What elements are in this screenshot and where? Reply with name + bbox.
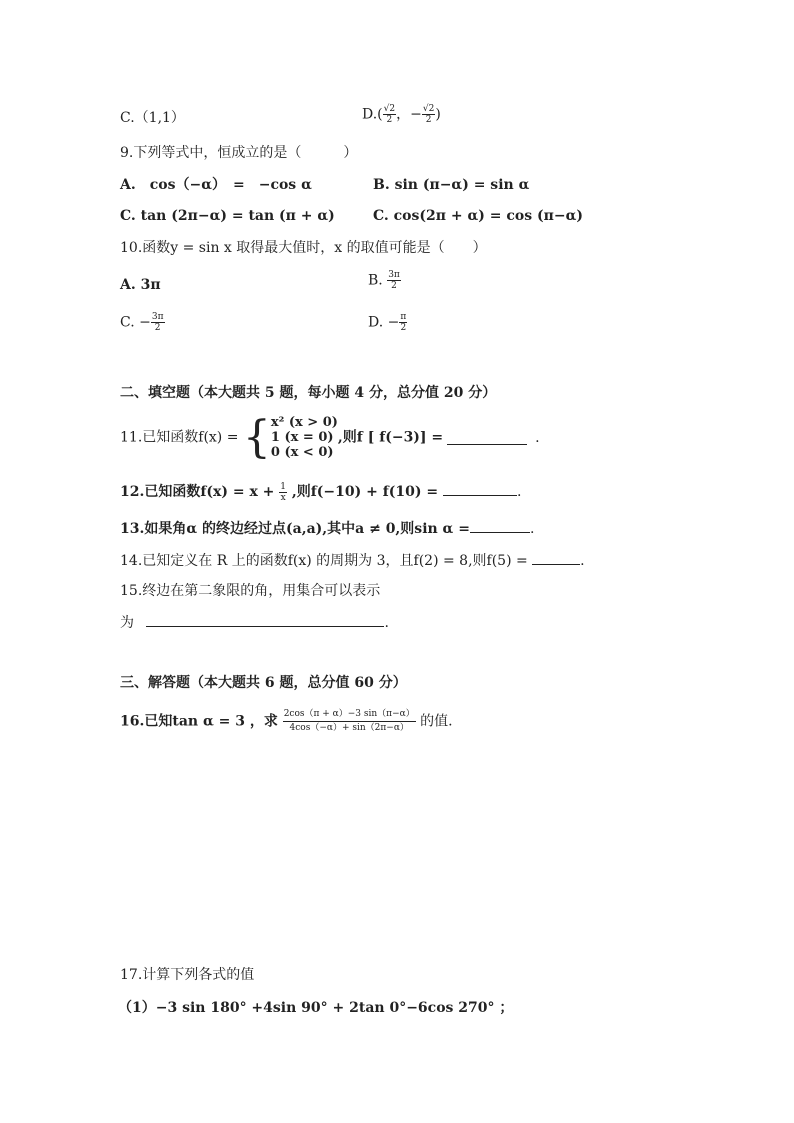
q14-answer-blank[interactable] — [532, 550, 580, 565]
q11-piecewise: x² (x > 0) 1 (x = 0) 0 (x < 0) — [270, 415, 338, 460]
q10-option-b-prefix: B. — [368, 272, 388, 289]
q14-end: . — [580, 553, 585, 569]
q10-option-c — [120, 312, 165, 333]
q13-answer-blank[interactable] — [470, 518, 530, 533]
q8-option-d-mid: ，− — [396, 106, 422, 123]
q9-option-a: A. cos（−α） = −cos α — [120, 177, 312, 193]
q14 — [120, 550, 585, 571]
q8-option-d-frac1: $\frac{√2}{2}$ — [383, 104, 396, 125]
q9-option-d: C. cos(2π + α) = cos (π−α) — [373, 208, 583, 224]
q15-line2 — [120, 612, 389, 633]
q10-option-a: A. 3π — [120, 277, 161, 293]
q8-option-d-suffix: ) — [435, 106, 441, 123]
q9-option-c: C. tan (2π−α) = tan (π + α) — [120, 208, 335, 224]
q11-end: . — [535, 429, 540, 446]
q12-end: . — [516, 484, 522, 500]
q13-text: 13.如果角α 的终边经过点(a,a),其中a ≠ 0,则sin α = — [120, 521, 470, 537]
q10-option-b — [368, 270, 401, 291]
q16-suffix: 的值. — [415, 713, 453, 730]
q15-answer-blank[interactable] — [146, 612, 384, 627]
q12 — [120, 481, 521, 503]
q10-option-c-frac: $\frac{3\pi}{2}$ — [151, 312, 164, 333]
q8-option-d-prefix: D.( — [362, 106, 383, 123]
q10-option-b-frac: $\frac{3\pi}{2}$ — [388, 270, 400, 291]
q15-line1: 15.终边在第二象限的角，用集合可以表示 — [120, 583, 381, 599]
q8-option-c: C.（1,1） — [120, 110, 185, 126]
q8-option-d — [362, 104, 441, 125]
q11 — [120, 411, 540, 463]
q11-answer-blank[interactable] — [447, 430, 527, 445]
q10-option-d-frac: $\frac{\pi}{2}$ — [400, 312, 407, 333]
q10-option-d-prefix: D. − — [368, 314, 400, 331]
q16 — [120, 708, 453, 735]
q11-suffix: ,则f [ f(−3)] = — [337, 429, 444, 446]
q8-option-d-frac2: $\frac{√2}{2}$ — [422, 104, 435, 125]
q12-suffix: ,则f(−10) + f(10) = — [287, 484, 443, 500]
q17-part1: （1）−3 sin 180° +4sin 90° + 2tan 0°−6cos 270° ； — [118, 1000, 514, 1016]
q12-prefix: 12.已知函数f(x) = x + — [120, 484, 280, 500]
section3-title: 三、解答题（本大题共 6 题，总分值 60 分） — [120, 675, 407, 691]
q16-frac: $\frac{2\cos(\pi + \alpha)-3 \sin(\pi-\alpha)}{4\cos(-\alpha)+ \sin(2\pi-\alpha)}$ — [283, 709, 415, 733]
q10-stem: 10.函数y = sin x 取得最大值时，x 的取值可能是（ ） — [120, 240, 487, 256]
q11-brace-icon: { — [242, 411, 271, 463]
q14-text: 14.已知定义在 R 上的函数f(x) 的周期为 3，且f(2) = 8,则f(5) = — [120, 553, 533, 569]
q15-end: . — [384, 615, 389, 631]
q9-stem: 9.下列等式中，恒成立的是（ ） — [120, 145, 358, 161]
q11-prefix: 11.已知函数f(x) = — [120, 429, 243, 446]
q17-stem: 17.计算下列各式的值 — [120, 967, 255, 983]
q12-frac: $\frac{1}{x}$ — [280, 481, 287, 503]
q13-end: . — [529, 521, 535, 537]
q10-option-d — [368, 312, 407, 333]
q12-answer-blank[interactable] — [443, 481, 517, 496]
section2-title: 二、填空题（本大题共 5 题，每小题 4 分，总分值 20 分） — [120, 385, 497, 401]
q9-option-b: B. sin (π−α) = sin α — [373, 177, 530, 193]
q16-prefix: 16.已知tan α = 3 ，求 — [120, 713, 283, 730]
q15-line2-text: 为 — [120, 615, 139, 631]
q13 — [120, 518, 534, 539]
q10-option-c-prefix: C. − — [120, 314, 151, 331]
